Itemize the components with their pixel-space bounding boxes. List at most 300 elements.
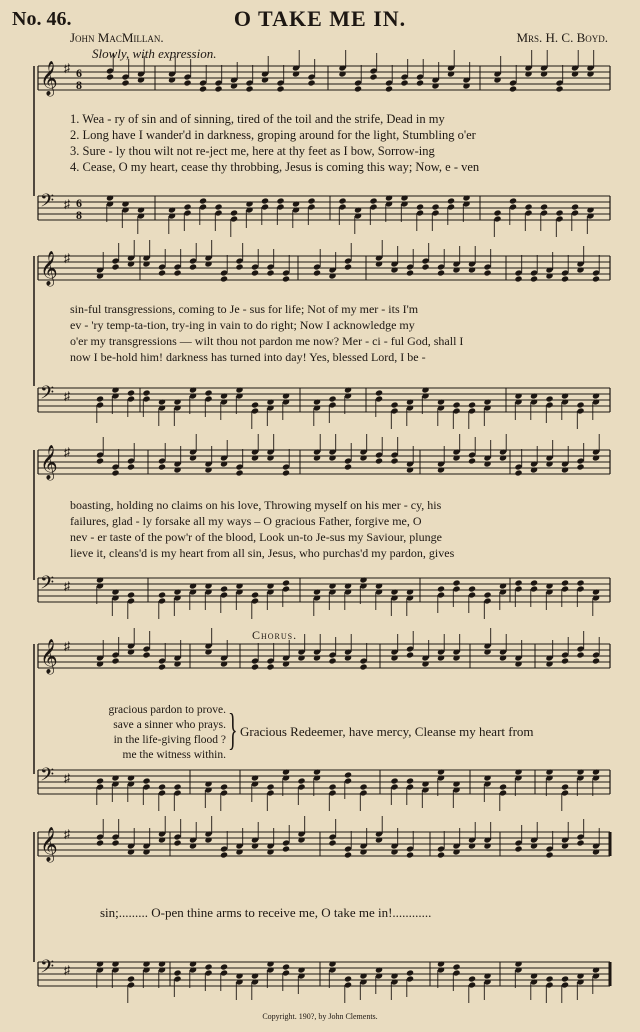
note-head: [266, 269, 274, 276]
note-head: [297, 777, 305, 784]
key-signature-sharp-icon: ♯: [64, 771, 70, 785]
note-head: [173, 269, 181, 276]
note-head: [586, 206, 594, 213]
note-head: [406, 588, 414, 595]
note-head: [158, 591, 166, 598]
note-head: [292, 200, 300, 207]
note-head: [452, 654, 460, 661]
note-head: [313, 454, 321, 461]
note-head: [344, 654, 352, 661]
note-head: [142, 651, 150, 658]
verse-line: save a sinner who prays.: [113, 719, 226, 731]
note-head: [142, 389, 150, 396]
note-head: [540, 203, 548, 210]
note-head: [431, 82, 439, 89]
note-head: [406, 969, 414, 976]
verse-line: nev - er taste of the pow'r of the blood, Look un-to Je-sus my Saviour, plunge: [70, 530, 442, 544]
note-head: [158, 463, 166, 470]
note-head: [220, 460, 228, 467]
note-head: [576, 972, 584, 979]
note-head: [282, 963, 290, 970]
note-head: [204, 963, 212, 970]
note-head: [204, 836, 212, 843]
note-head: [375, 389, 383, 396]
verse-line: failures, glad - ly forsake all my ways – O gracious Father, forgive me, O: [70, 514, 422, 528]
note-head: [514, 469, 522, 476]
note-head: [483, 972, 491, 979]
note-head: [142, 960, 150, 967]
note-head: [251, 401, 259, 408]
note-head: [204, 389, 212, 396]
note-head: [592, 454, 600, 461]
note-head: [483, 591, 491, 598]
note-head: [530, 972, 538, 979]
note-head: [106, 73, 114, 80]
note-head: [468, 585, 476, 592]
note-head: [452, 579, 460, 586]
note-head: [462, 194, 470, 201]
note-head: [561, 975, 569, 982]
note-head: [576, 768, 584, 775]
note-head: [431, 203, 439, 210]
note-head: [127, 975, 135, 982]
note-head: [437, 466, 445, 473]
note-head: [561, 275, 569, 282]
note-head: [592, 275, 600, 282]
note-head: [524, 70, 532, 77]
note-head: [509, 197, 517, 204]
verse-line: lieve it, cleans'd is my heart from all sin, Jesus, who purchas'd my pardon, gives: [70, 546, 455, 560]
treble-clef-icon: 𝄞: [40, 639, 58, 674]
note-head: [173, 969, 181, 976]
note-head: [592, 848, 600, 855]
note-head: [261, 197, 269, 204]
note-head: [173, 588, 181, 595]
note-head: [142, 848, 150, 855]
note-head: [483, 460, 491, 467]
note-head: [245, 200, 253, 207]
note-head: [189, 842, 197, 849]
note-head: [158, 960, 166, 967]
note-head: [390, 848, 398, 855]
note-head: [111, 774, 119, 781]
note-head: [297, 654, 305, 661]
note-head: [96, 777, 104, 784]
note-head: [468, 457, 476, 464]
note-head: [220, 660, 228, 667]
note-head: [189, 263, 197, 270]
verse-line: 1. Wea - ry of sin and of sinning, tired of the toil and the strife, Dead in my: [70, 112, 445, 126]
note-head: [199, 197, 207, 204]
note-head: [421, 660, 429, 667]
note-head: [493, 76, 501, 83]
note-head: [571, 70, 579, 77]
note-head: [385, 85, 393, 92]
note-head: [437, 398, 445, 405]
note-head: [421, 263, 429, 270]
note-head: [375, 966, 383, 973]
note-head: [328, 839, 336, 846]
note-head: [328, 783, 336, 790]
note-head: [493, 209, 501, 216]
note-head: [400, 79, 408, 86]
note-head: [282, 845, 290, 852]
note-head: [437, 585, 445, 592]
note-head: [235, 386, 243, 393]
note-head: [111, 657, 119, 664]
time-signature-top: 6: [76, 196, 82, 210]
note-head: [220, 963, 228, 970]
note-head: [142, 260, 150, 267]
note-head: [514, 845, 522, 852]
composer-credit: Mrs. H. C. Boyd.: [516, 30, 608, 45]
note-head: [111, 839, 119, 846]
note-head: [416, 79, 424, 86]
note-head: [282, 768, 290, 775]
note-head: [576, 579, 584, 586]
bass-clef-icon: 𝄢: [40, 383, 55, 408]
note-head: [545, 975, 553, 982]
note-head: [328, 960, 336, 967]
bass-clef-icon: 𝄢: [40, 191, 55, 216]
note-head: [545, 460, 553, 467]
note-head: [183, 79, 191, 86]
note-head: [266, 848, 274, 855]
note-head: [328, 272, 336, 279]
note-head: [235, 469, 243, 476]
note-head: [390, 588, 398, 595]
note-head: [127, 848, 135, 855]
note-head: [173, 660, 181, 667]
note-head: [421, 386, 429, 393]
note-head: [540, 70, 548, 77]
note-head: [385, 194, 393, 201]
note-head: [220, 585, 228, 592]
time-signature-bottom: 8: [76, 78, 82, 92]
copyright-notice: Copyright. 190?, by John Clements.: [262, 1012, 378, 1021]
note-head: [437, 851, 445, 858]
note-head: [251, 774, 259, 781]
note-head: [530, 275, 538, 282]
note-head: [235, 972, 243, 979]
note-head: [344, 975, 352, 982]
note-head: [369, 73, 377, 80]
note-head: [545, 768, 553, 775]
note-head: [266, 960, 274, 967]
note-head: [406, 651, 414, 658]
note-head: [199, 85, 207, 92]
hymn-number: No. 46.: [12, 8, 72, 30]
note-head: [137, 206, 145, 213]
note-head: [524, 203, 532, 210]
note-head: [111, 960, 119, 967]
note-head: [375, 836, 383, 843]
key-signature-sharp-icon: ♯: [64, 445, 70, 459]
note-head: [514, 660, 522, 667]
note-head: [344, 386, 352, 393]
note-head: [390, 654, 398, 661]
note-head: [204, 648, 212, 655]
note-head: [452, 454, 460, 461]
note-head: [530, 466, 538, 473]
note-head: [406, 269, 414, 276]
note-head: [313, 398, 321, 405]
note-head: [338, 70, 346, 77]
note-head: [406, 851, 414, 858]
note-head: [375, 260, 383, 267]
note-head: [313, 269, 321, 276]
note-head: [127, 591, 135, 598]
note-head: [555, 85, 563, 92]
verse-line: me the witness within.: [122, 749, 226, 761]
note-head: [96, 660, 104, 667]
verse-line: 4. Cease, O my heart, cease thy throbbing, Jesus is coming this way; Now, e - ven: [70, 160, 480, 174]
note-head: [204, 780, 212, 787]
note-head: [447, 70, 455, 77]
note-head: [204, 582, 212, 589]
note-head: [313, 768, 321, 775]
chorus-refrain: Gracious Redeemer, have mercy, Cleanse my heart from: [240, 724, 534, 739]
note-head: [230, 209, 238, 216]
note-head: [530, 842, 538, 849]
chorus-final-line: sin;......... O-pen thine arms to receive me, O take me in!............: [100, 905, 432, 920]
time-signature-bottom: 8: [76, 208, 82, 222]
note-head: [220, 783, 228, 790]
note-head: [344, 263, 352, 270]
note-head: [282, 579, 290, 586]
verse-line: now I be-hold him! darkness has turned into day! Yes, blessed Lord, I be -: [70, 350, 426, 364]
note-head: [416, 203, 424, 210]
note-head: [406, 398, 414, 405]
treble-clef-icon: 𝄞: [40, 251, 58, 286]
time-signature-top: 6: [76, 66, 82, 80]
note-head: [592, 657, 600, 664]
note-head: [375, 457, 383, 464]
note-head: [576, 651, 584, 658]
note-head: [354, 206, 362, 213]
note-head: [121, 200, 129, 207]
note-head: [406, 466, 414, 473]
note-head: [266, 454, 274, 461]
note-head: [173, 783, 181, 790]
note-head: [509, 85, 517, 92]
note-head: [158, 663, 166, 670]
note-head: [359, 663, 367, 670]
note-head: [106, 194, 114, 201]
note-head: [251, 269, 259, 276]
note-head: [282, 469, 290, 476]
note-head: [328, 657, 336, 664]
key-signature-sharp-icon: ♯: [64, 963, 70, 977]
note-head: [437, 768, 445, 775]
note-head: [235, 263, 243, 270]
note-head: [468, 842, 476, 849]
note-head: [592, 392, 600, 399]
note-head: [328, 454, 336, 461]
note-head: [313, 588, 321, 595]
note-head: [266, 582, 274, 589]
bass-clef-icon: 𝄢: [40, 573, 55, 598]
note-head: [576, 463, 584, 470]
note-head: [344, 851, 352, 858]
note-head: [421, 780, 429, 787]
note-head: [96, 395, 104, 402]
note-head: [452, 848, 460, 855]
note-head: [468, 975, 476, 982]
key-signature-sharp-icon: ♯: [64, 639, 70, 653]
note-head: [292, 70, 300, 77]
note-head: [447, 197, 455, 204]
treble-clef-icon: 𝄞: [40, 61, 58, 96]
note-head: [530, 392, 538, 399]
key-signature-sharp-icon: ♯: [64, 251, 70, 265]
note-head: [406, 777, 414, 784]
note-head: [483, 774, 491, 781]
note-head: [499, 454, 507, 461]
note-head: [390, 777, 398, 784]
key-signature-sharp-icon: ♯: [64, 197, 70, 211]
note-head: [158, 836, 166, 843]
key-signature-sharp-icon: ♯: [64, 61, 70, 75]
key-signature-sharp-icon: ♯: [64, 389, 70, 403]
note-head: [338, 197, 346, 204]
note-head: [561, 579, 569, 586]
note-head: [183, 203, 191, 210]
note-head: [468, 266, 476, 273]
note-head: [220, 392, 228, 399]
note-head: [251, 842, 259, 849]
note-head: [359, 576, 367, 583]
note-head: [251, 972, 259, 979]
note-head: [204, 260, 212, 267]
note-head: [545, 582, 553, 589]
note-head: [571, 203, 579, 210]
note-head: [158, 783, 166, 790]
note-head: [452, 963, 460, 970]
note-head: [462, 82, 470, 89]
note-head: [214, 203, 222, 210]
verse-line: o'er my transgressions — wilt thou not pardon me now? Mer - ci - ful God, shall I: [70, 334, 464, 348]
note-head: [307, 79, 315, 86]
note-head: [266, 783, 274, 790]
note-head: [282, 275, 290, 282]
note-head: [561, 842, 569, 849]
note-head: [437, 654, 445, 661]
note-head: [204, 466, 212, 473]
verse-line: ev - 'ry temp-ta-tion, try-ing in vain to do right; Now I acknowledge my: [70, 318, 415, 332]
note-head: [514, 768, 522, 775]
note-head: [266, 398, 274, 405]
note-head: [592, 966, 600, 973]
note-head: [483, 269, 491, 276]
note-head: [189, 960, 197, 967]
note-head: [344, 771, 352, 778]
bass-clef-icon: 𝄢: [40, 765, 55, 790]
note-head: [111, 386, 119, 393]
bass-clef-icon: 𝄢: [40, 957, 55, 982]
note-head: [452, 401, 460, 408]
note-head: [390, 457, 398, 464]
note-head: [514, 960, 522, 967]
treble-clef-icon: 𝄞: [40, 827, 58, 862]
note-head: [437, 269, 445, 276]
note-head: [96, 839, 104, 846]
note-head: [137, 76, 145, 83]
note-head: [452, 780, 460, 787]
note-head: [514, 579, 522, 586]
note-head: [359, 454, 367, 461]
note-head: [96, 576, 104, 583]
note-head: [220, 851, 228, 858]
note-head: [390, 401, 398, 408]
verse-line: 3. Sure - ly thou wilt not re-ject me, here at thy feet as I bow, Sorrow-ing: [70, 144, 435, 158]
tempo-marking: Slowly, with expression.: [92, 46, 217, 61]
note-head: [266, 663, 274, 670]
note-head: [328, 582, 336, 589]
treble-clef-icon: 𝄞: [40, 445, 58, 480]
note-head: [390, 972, 398, 979]
note-head: [576, 266, 584, 273]
note-head: [282, 392, 290, 399]
note-head: [189, 582, 197, 589]
note-head: [111, 588, 119, 595]
note-head: [111, 469, 119, 476]
note-head: [514, 275, 522, 282]
note-head: [576, 839, 584, 846]
note-head: [173, 398, 181, 405]
note-head: [359, 848, 367, 855]
lyricist-credit: John MacMillan.: [70, 30, 164, 45]
note-head: [390, 266, 398, 273]
note-head: [230, 82, 238, 89]
note-head: [354, 85, 362, 92]
note-head: [297, 966, 305, 973]
note-head: [96, 960, 104, 967]
note-head: [369, 197, 377, 204]
note-head: [499, 783, 507, 790]
hymn-title: O TAKE ME IN.: [233, 6, 407, 31]
note-head: [483, 648, 491, 655]
note-head: [142, 777, 150, 784]
note-head: [545, 272, 553, 279]
note-head: [499, 582, 507, 589]
note-head: [220, 275, 228, 282]
note-head: [561, 466, 569, 473]
note-head: [276, 85, 284, 92]
note-head: [158, 269, 166, 276]
note-head: [561, 657, 569, 664]
note-head: [514, 392, 522, 399]
note-head: [592, 588, 600, 595]
note-head: [127, 463, 135, 470]
note-head: [251, 591, 259, 598]
note-head: [282, 660, 290, 667]
note-head: [245, 85, 253, 92]
note-head: [313, 654, 321, 661]
note-head: [592, 768, 600, 775]
note-head: [561, 392, 569, 399]
note-head: [96, 457, 104, 464]
chorus-label: Chorus.: [252, 628, 298, 642]
note-head: [468, 401, 476, 408]
note-head: [127, 774, 135, 781]
note-head: [375, 582, 383, 589]
verse-line: 2. Long have I wander'd in darkness, groping around for the light, Stumbling o'er: [70, 128, 476, 142]
note-head: [189, 386, 197, 393]
note-head: [483, 398, 491, 405]
note-head: [214, 85, 222, 92]
note-head: [344, 463, 352, 470]
